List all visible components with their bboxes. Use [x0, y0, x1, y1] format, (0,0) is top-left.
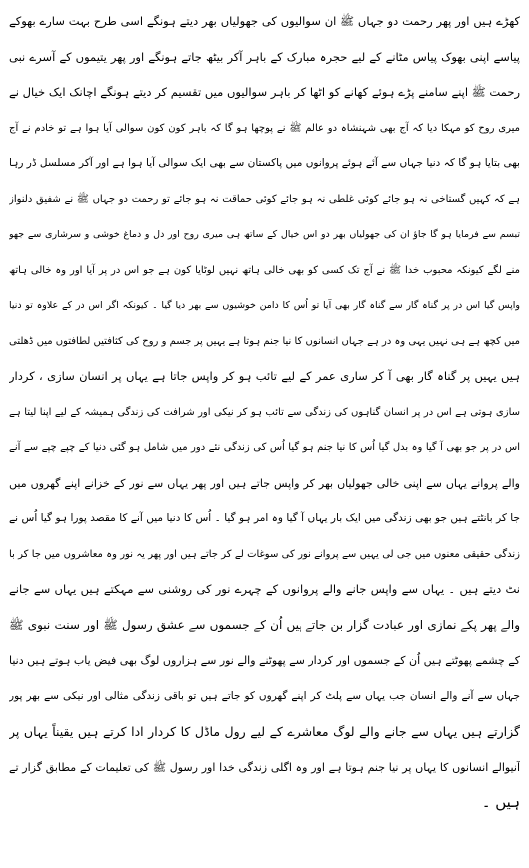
- text-line: نٹ دیتے ہیں ۔ یہاں سے واپس جانے والے پروانوں کے چہرے نور کی روشنی سے مہکتے ہیں یہاں سے جانے: [9, 582, 520, 596]
- text-line: اس در پر جو بھی آ گیا وہ بدل گیا اُس کا نیا جنم ہو گیا اُس کی زندگی نئے دور میں شامل ہو گئی دنیا کے چپے چپے سے آنے: [9, 442, 520, 453]
- text-line: زندگی حقیقی معنوں میں جی لی یہیں سے پروانے نور کی سوغات لے کر جاتے ہیں اور پھر یہ نور وہ معاشروں میں جا کر با: [9, 548, 520, 560]
- text-line: ہے کہ کہیں گستاخی نہ ہو جائے کوئی غلطی نہ ہو جائے کوئی حماقت نہ ہو جائے تو رحمت دو جہاں ﷺ نے شفیق دلنواز: [9, 193, 520, 205]
- text-line: والے پروانے یہاں سے اپنی خالی جھولیاں بھر کر واپس جاتے ہیں اور پھر یہاں سے نور کے خزانے اپنے گھروں میں: [9, 476, 520, 490]
- text-line: پیاسے اپنی بھوک پیاس مٹانے کے لیے حجرہ مبارک کے باہر آکر بیٹھ جاتے ہونگے اور پھر یتیموں کے آسرے نبی: [9, 49, 520, 64]
- text-line: میں کچھ ہے ہی نہیں یہی وہ در ہے جہاں انسانوں کا نیا جنم ہوتا ہے یہیں پر جسم و روح کی کثافتیں لطافتوں میں ڈھلتی: [9, 335, 520, 347]
- text-line: بھی بتایا ہو گا کہ دنیا جہاں سے آئے ہوئے پروانوں میں پاکستان سے بھی ایک سوالی آیا ہوا ہے اور آکر مسلسل ڈر رہا: [9, 157, 520, 169]
- article-body: [9, 4, 520, 821]
- text-line: واپس گیا اس در پر گناہ گار سے گناہ گار بھی آیا تو اُس کا دامن خوشیوں سے بھر دیا گیا ۔ کیونکہ اگر اس در کے علاوہ تو دنیا: [9, 300, 520, 311]
- text-line: منے لگے کیونکہ محبوب خدا ﷺ نے آج تک کسی کو بھی خالی ہاتھ نہیں لوٹایا کون ہے جو اس در پر آیا اور وہ خالی ہاتھ: [9, 264, 520, 276]
- text-line: ہیں ۔: [481, 793, 520, 811]
- text-line: جہاں سے آنے والے انسان جب یہاں سے پلٹ کر اپنے گھروں کو جاتے ہیں تو باقی زندگی مثالی اور نیکی سے بھر پور: [9, 689, 520, 702]
- text-line: جا کر بانٹتے ہیں جو بھی زندگی میں ایک بار یہاں آ گیا وہ امر ہو گیا ۔ اُس کا دنیا میں آنے کا مقصد پورا ہو گیا اُس نے: [9, 512, 520, 524]
- text-line: میری روح کو مہکا دیا کہ آج بھی شہنشاہ دو عالم ﷺ نے پوچھا ہو گا کہ باہر کون کون سوالی آیا ہوا ہے تو خادم نے آج: [9, 122, 520, 134]
- text-line: رحمت ﷺ اپنے سامنے پڑے ہوئے کھانے کو اٹھا کر باہر سوالیوں میں تقسیم کر دیتے ہونگے اچانک ایک خیال نے: [9, 85, 520, 99]
- text-line: گزارتے ہیں یہاں سے جانے والے لوگ معاشرے کے لیے رول ماڈل کا کردار ادا کرتے ہیں یقیناً یہاں پر: [9, 724, 520, 739]
- text-line: ہیں یہیں پر گناہ گار بھی آ کر ساری عمر کے لیے تائب ہو کر واپس جاتا ہے یہاں پر انسان سازی ، کردار: [9, 369, 520, 383]
- text-line: کھڑے ہیں اور پھر رحمت دو جہاں ﷺ ان سوالیوں کی جھولیاں بھر دیتے ہونگے اسی طرح بہت سارے بھوکے: [9, 14, 520, 28]
- text-line: والے پھر پکے نمازی اور عبادت گزار بن جاتے ہیں اُن کے جسموں سے عشق رسول ﷺ اور سنت نبوی ﷺ: [9, 617, 520, 632]
- text-line: تبسم سے فرمایا ہو گا جاؤ ان کی جھولیاں بھر دو اس خیال کے ساتھ ہی میری روح اور دل و دماغ خوشی و سرشاری سے جھو: [9, 229, 520, 240]
- text-line: آنیوالے انسانوں کا یہاں پر نیا جنم ہوتا ہے اور وہ اگلی زندگی خدا اور رسول ﷺ کی تعلیمات کے مطابق گزار تے: [9, 760, 520, 774]
- text-line: کے چشمے پھوٹتے ہیں اُن کے جسموں اور کردار سے پھوٹنے والے نور سے ہزاروں لوگ بھی فیض یاب ہوتے ہیں دنیا: [9, 654, 520, 667]
- text-line: سازی ہوتی ہے اس در پر انسان گناہوں کی زندگی سے تائب ہو کر نیکی اور شرافت کی زندگی ہمیشہ کے لیے اپنا لیتا ہے: [9, 406, 520, 418]
